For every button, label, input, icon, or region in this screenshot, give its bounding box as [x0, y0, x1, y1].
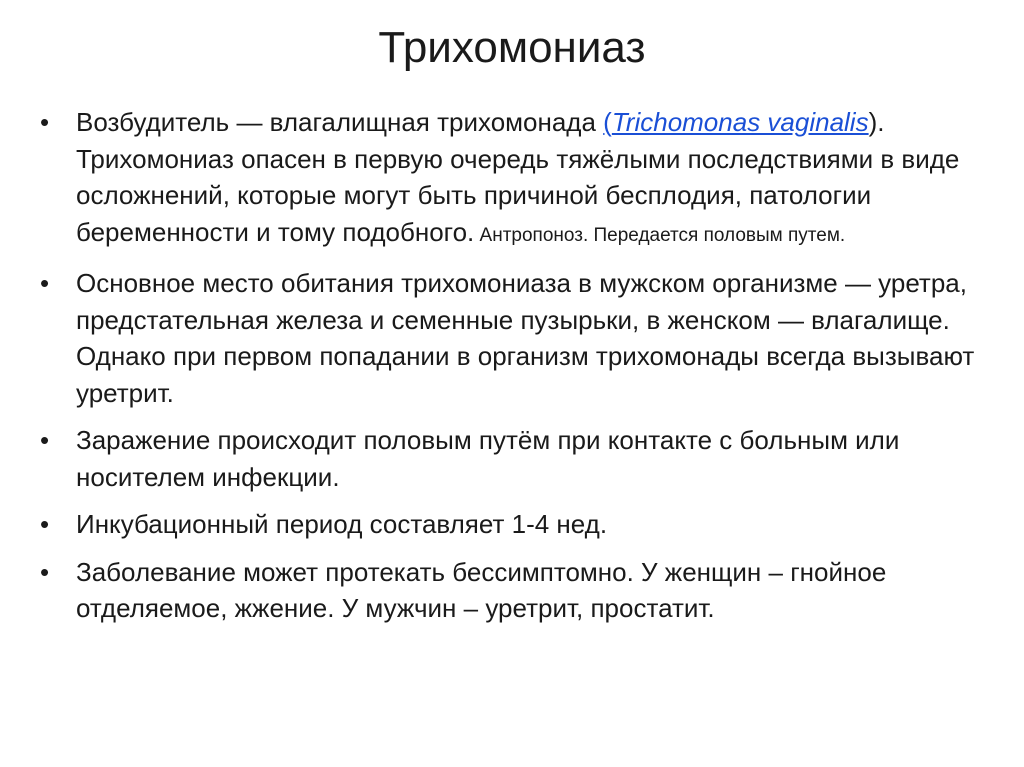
link-paren-open: (	[603, 107, 612, 137]
bullet-list	[40, 104, 990, 638]
bullet-text: Основное место обитания трихомониаза в мужском организме — уретра, предстательная железа и семенные пузырьки, в женском — влагалище. Однако при первом попадании в организм трихомонады всегда вызывают уретрит.	[76, 268, 975, 408]
bullet-text: Заболевание может протекать бессимптомно. У женщин – гнойное отделяемое, жжение. У мужчин – уретрит, простатит.	[76, 556, 887, 623]
bullet-item	[40, 265, 990, 411]
species-link[interactable]: Trichomonas vaginalis	[611, 107, 869, 137]
bullet-marker: •	[40, 425, 50, 455]
bullet-text: Инкубационный период составляет 1-4 нед.	[76, 509, 608, 539]
slide-title: Трихомониаз	[378, 23, 646, 72]
bullet-item	[40, 422, 990, 495]
bullet-text-cont: ). Трихомониаз опасен в первую очередь тяжёлыми последствиями в виде осложнений, которые могут быть причиной бесплодия, патологии беременности и тому подобного.	[76, 107, 960, 247]
bullet-text: Возбудитель — влагалищная трихомонада	[76, 107, 604, 137]
bullet-item	[40, 554, 990, 627]
bullet-marker: •	[40, 268, 50, 298]
bullet-small-text: Антропоноз. Передается половым путем.	[474, 224, 846, 246]
bullet-item	[40, 506, 990, 543]
bullet-marker: •	[40, 509, 50, 539]
bullet-text: Заражение происходит половым путём при контакте с больным или носителем инфекции.	[76, 425, 900, 492]
bullet-marker: •	[40, 107, 50, 137]
bullet-item	[40, 104, 990, 254]
bullet-marker: •	[40, 556, 50, 587]
